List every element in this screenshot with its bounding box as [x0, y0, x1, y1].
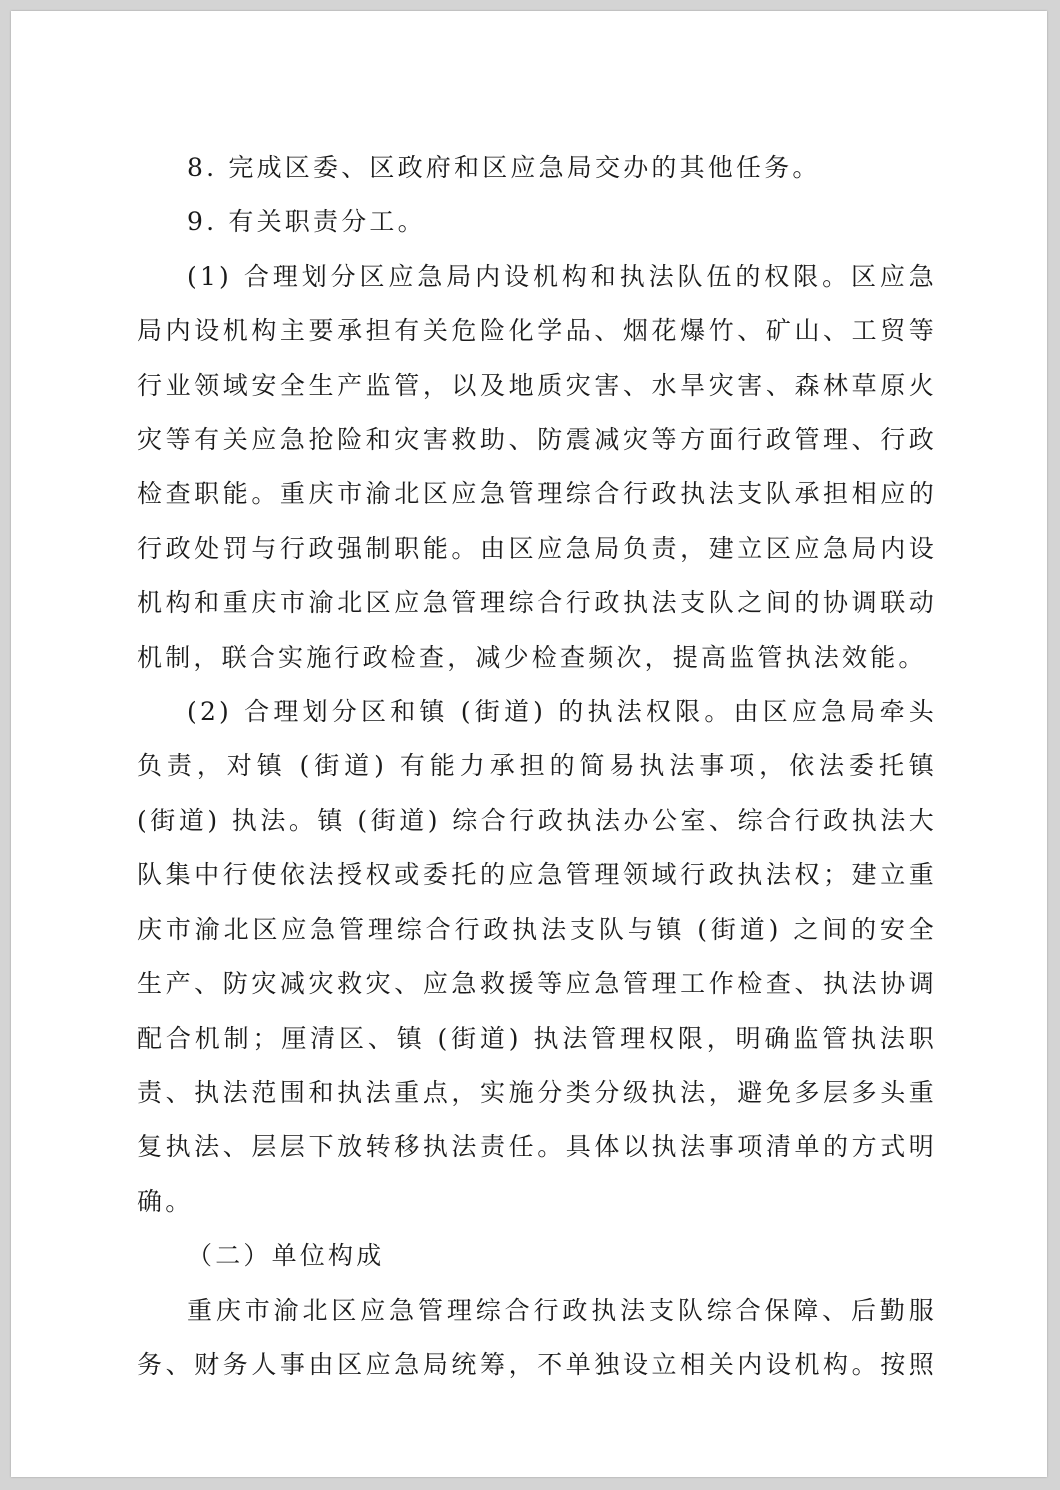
document-body: [137, 141, 937, 1392]
paragraph-duty-division-1: (1) 合理划分区应急局内设机构和执法队伍的权限。区应急局内设机构主要承担有关危险化学品、烟花爆竹、矿山、工贸等行业领域安全生产监管，以及地质灾害、水旱灾害、森林草原火灾等有关应急抢险和灾害救助、防震减灾等方面行政管理、行政检查职能。重庆市渝北区应急管理综合行政执法支队承担相应的行政处罚与行政强制职能。由区应急局负责，建立区应急局内设机构和重庆市渝北区应急管理综合行政执法支队之间的协调联动机制，联合实施行政检查，减少检查频次，提高监管执法效能。: [137, 261, 937, 672]
paragraph-unit-composition: 重庆市渝北区应急管理综合行政执法支队综合保障、后勤服务、财务人事由区应急局统筹，不单独设立相关内设机构。按照: [137, 1295, 937, 1379]
paragraph-item-8: 8. 完成区委、区政府和区应急局交办的其他任务。: [187, 153, 821, 182]
paragraph-duty-division-2: (2) 合理划分区和镇 (街道) 的执法权限。由区应急局牵头负责，对镇 (街道) 有能力承担的简易执法事项，依法委托镇 (街道) 执法。镇 (街道) 综合行政执法办公室、综合行政执法大队集中行使依法授权或委托的应急管理领域行政执法权；建立重庆市渝北区应急管理综合行政执法支队与镇 (街道) 之间的安全生产、防灾减灾救灾、应急救援等应急管理工作检查、执法协调配合机制；厘清区、镇 (街道) 执法管理权限，明确监管执法职责、执法范围和执法重点，实施分类分级执法，避免多层多头重复执法、层层下放转移执法责任。具体以执法事项清单的方式明确。: [137, 697, 937, 1216]
section-heading-unit-composition: （二）单位构成: [187, 1241, 385, 1271]
document-page: [11, 11, 1047, 1477]
paragraph-item-9: 9. 有关职责分工。: [187, 207, 426, 237]
